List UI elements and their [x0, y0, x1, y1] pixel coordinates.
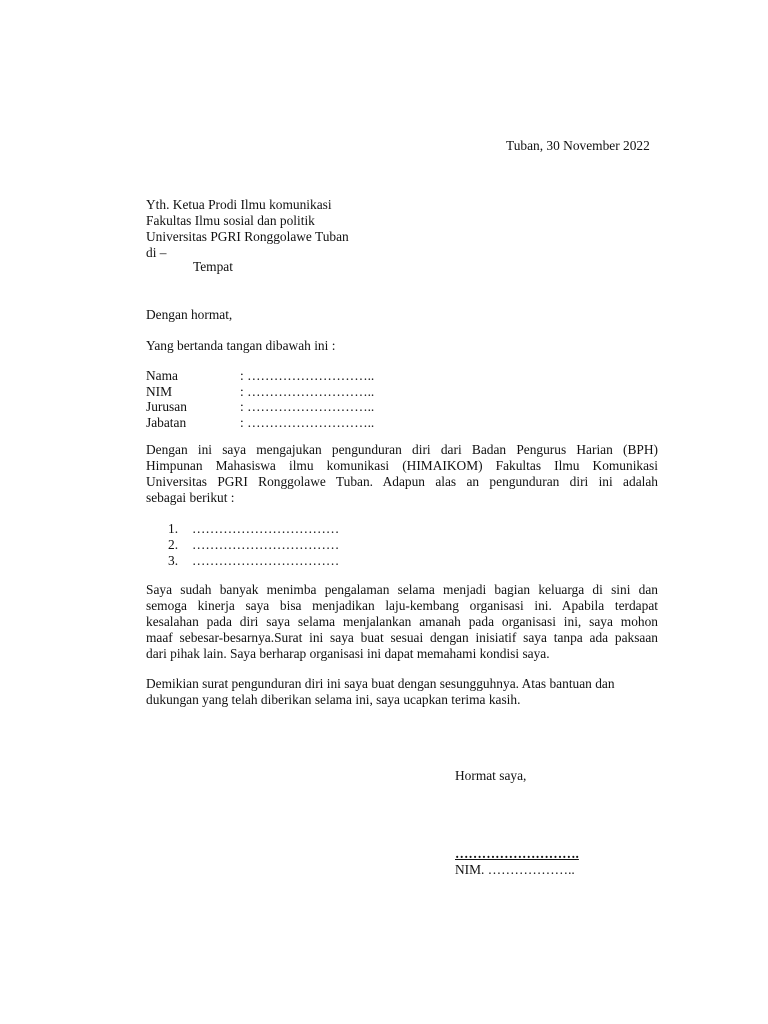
recipient-line: Universitas PGRI Ronggolawe Tuban [146, 229, 349, 244]
recipient-block [146, 197, 349, 261]
paragraph-line: dari pihak lain. Saya berharap organisasi ini dapat memahami kondisi saya. [146, 646, 550, 661]
paragraph-line: semoga kinerja saya bisa menjadikan laju-kembang organisasi ini. Apabila terdapat [146, 598, 658, 613]
paragraph-line: Saya sudah banyak menimba pengalaman selama menjadi bagian keluarga di sini dan [146, 582, 658, 597]
recipient-place: Tempat [193, 259, 233, 274]
field-value: : ……………………….. [240, 414, 375, 430]
paragraph-line: Dengan ini saya mengajukan pengunduran diri dari Badan Pengurus Harian (BPH) [146, 442, 658, 457]
field-row-jurusan [146, 399, 446, 415]
list-number: 1. [168, 521, 179, 536]
list-item [168, 553, 428, 569]
list-text: …………………………… [192, 521, 340, 536]
paragraph-line: maaf sebesar-besarnya.Surat ini saya buat sesuai dengan inisiatif saya tanpa ada paksaan [146, 630, 658, 645]
field-label: Jurusan [146, 399, 187, 414]
recipient-line: Fakultas Ilmu sosial dan politik [146, 213, 315, 228]
signature-nim: NIM. ……………….. [455, 862, 575, 877]
field-value: : ……………………….. [240, 368, 375, 383]
list-number: 2. [168, 537, 179, 552]
field-value: : ……………………….. [240, 399, 375, 414]
paragraph-line: Universitas PGRI Ronggolawe Tuban. Adapun alas an pengunduran diri ini adalah [146, 474, 658, 489]
closing-salutation: Hormat saya, [455, 768, 527, 783]
recipient-line: di – [146, 245, 167, 260]
paragraph-line: dukungan yang telah diberikan selama ini, saya ucapkan terima kasih. [146, 692, 521, 707]
field-label: NIM [146, 383, 173, 399]
field-value: : ……………………….. [240, 383, 375, 399]
closing-paragraph [146, 676, 658, 708]
identity-fields [146, 368, 446, 430]
salutation: Dengan hormat, [146, 307, 233, 322]
paragraph-line: Demikian surat pengunduran diri ini saya buat dengan sesungguhnya. Atas bantuan dan [146, 676, 615, 691]
list-number: 3. [168, 553, 179, 568]
intro-line: Yang bertanda tangan dibawah ini : [146, 338, 336, 353]
paragraph-line: kesalahan pada diri saya selama menjalankan amanah pada organisasi ini, saya mohon [146, 614, 658, 629]
letter-date: Tuban, 30 November 2022 [506, 138, 650, 153]
recipient-line: Yth. Ketua Prodi Ilmu komunikasi [146, 197, 332, 212]
reasons-list [168, 521, 428, 569]
field-row-nim [146, 384, 446, 400]
experience-paragraph [146, 582, 658, 662]
resignation-paragraph [146, 442, 658, 506]
paragraph-line: sebagai berikut : [146, 490, 235, 505]
signature-line: ………………………. [455, 846, 579, 861]
list-item [168, 537, 428, 553]
list-item [168, 521, 428, 537]
list-text: …………………………… [192, 553, 340, 568]
field-label: Jabatan [146, 414, 187, 430]
field-row-nama [146, 368, 446, 384]
paragraph-line: Himpunan Mahasiswa ilmu komunikasi (HIMAIKOM) Fakultas Ilmu Komunikasi [146, 458, 658, 473]
field-label: Nama [146, 368, 178, 383]
list-text: …………………………… [192, 537, 340, 552]
field-row-jabatan [146, 415, 446, 431]
